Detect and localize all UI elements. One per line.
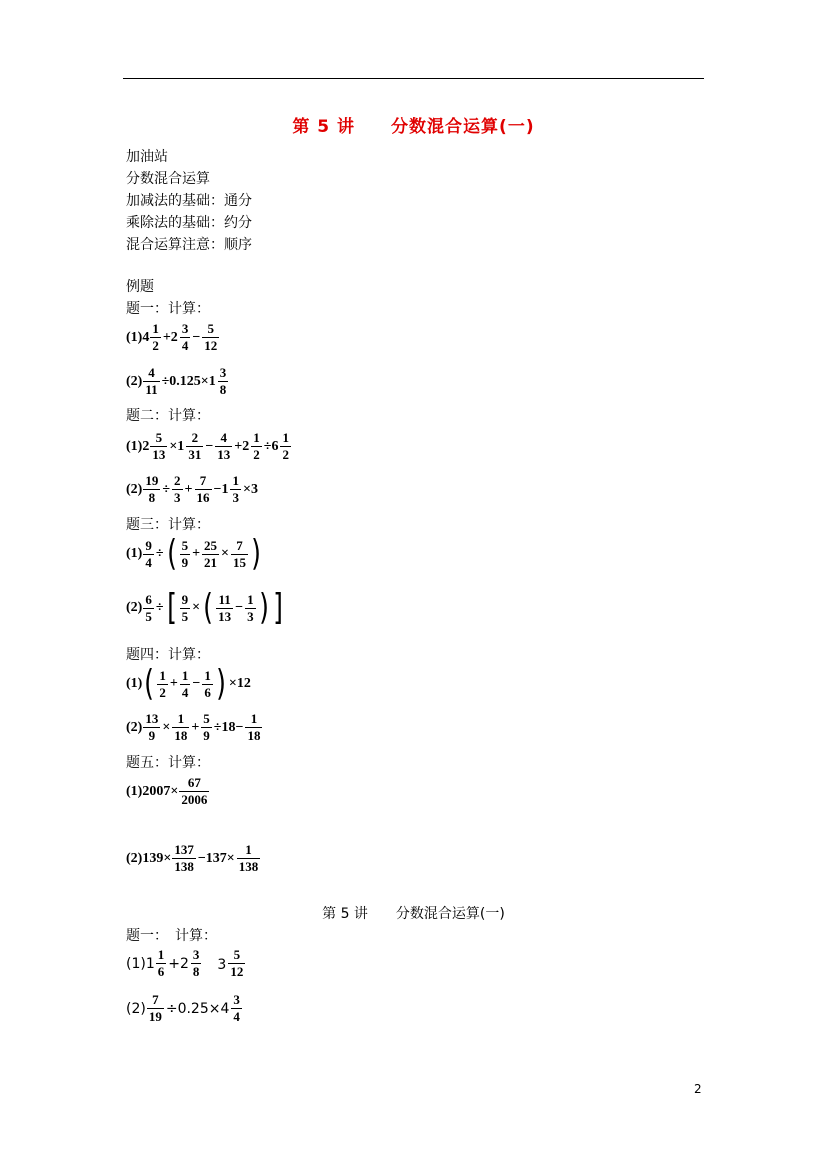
problem-label: (2)139× [126, 850, 172, 866]
operator: −137× [197, 850, 235, 866]
problem-1-1 [126, 322, 220, 353]
page-title: 第 5 讲 分数混合运算(一) [292, 117, 535, 137]
fraction: $\frac{25}{21}$ [204, 537, 218, 570]
operator: + [184, 481, 193, 497]
left-paren: ( [203, 587, 213, 628]
operator: + [192, 546, 201, 561]
left-bracket: [ [166, 587, 177, 628]
problem-label: (1)2 [126, 438, 150, 454]
fraction: $\frac{5}{13}$ [152, 430, 166, 462]
operator: ×1 [169, 438, 185, 454]
fraction: $\frac{9}{4}$ [145, 537, 152, 570]
operator: ÷ [155, 546, 164, 561]
fraction: $\frac{1}{3}$ [247, 591, 254, 624]
operator: × [162, 719, 171, 735]
problem-label: (1)4 [126, 329, 150, 345]
fraction: $\frac{4}{11}$ [145, 365, 158, 397]
problem-1-2 [126, 366, 229, 397]
fraction: $\frac{13}{9}$ [145, 711, 159, 743]
problem-label: (2) [126, 600, 143, 615]
fraction: $\frac{7}{19}$ [148, 992, 162, 1024]
intro-line-4: 乘除法的基础：约分 [126, 215, 252, 231]
operator: ×12 [228, 676, 251, 691]
problem-2-2 [126, 474, 259, 505]
question-3-heading: 题三：计算： [126, 517, 210, 533]
examples-heading: 例题 [126, 279, 154, 295]
fraction: $\frac{1}{3}$ [232, 473, 239, 505]
fraction: $\frac{5}{9}$ [203, 711, 210, 743]
problem-label: (1) [126, 676, 143, 691]
problem-5-1 [126, 776, 210, 807]
left-paren: ( [144, 663, 155, 704]
fraction: $\frac{67}{2006}$ [181, 775, 208, 807]
header-rule [123, 78, 704, 79]
fraction: $\frac{4}{13}$ [217, 430, 231, 462]
operator: × [192, 600, 201, 615]
intro-line-3: 加减法的基础：通分 [126, 193, 252, 209]
operator: − [192, 329, 201, 345]
fraction: $\frac{7}{16}$ [196, 473, 210, 505]
problem-label: (2) [126, 719, 143, 735]
problem-label: (1)1 [126, 955, 155, 972]
fraction: $\frac{19}{8}$ [145, 473, 159, 505]
fraction: $\frac{2}{3}$ [174, 473, 181, 505]
operator: ×3 [242, 481, 258, 497]
intro-line-2: 分数混合运算 [126, 171, 210, 187]
problem-label: (2) [126, 1000, 146, 1017]
operator: ÷ [155, 600, 164, 615]
fraction: $\frac{9}{5}$ [181, 591, 189, 624]
fraction: $\frac{3}{8}$ [219, 365, 227, 397]
fraction: $\frac{1}{18}$ [174, 711, 188, 743]
operator: ÷18− [213, 719, 244, 735]
problem-3-1 [126, 533, 263, 574]
question-1-heading: 题一：计算： [126, 301, 210, 317]
problem-4-2 [126, 712, 263, 743]
fraction: $\frac{1}{2}$ [282, 430, 289, 462]
operator: ÷0.125×1 [161, 373, 216, 389]
fraction: $\frac{1}{138}$ [238, 842, 259, 874]
operator: ÷6 [263, 438, 279, 454]
problem-label: (1) [126, 546, 143, 561]
operator: ÷ [162, 481, 171, 497]
fraction: $\frac{1}{2}$ [152, 321, 159, 353]
problem-5-2 [126, 843, 261, 874]
question-4-heading: 题四：计算： [126, 647, 210, 663]
fraction: $\frac{1}{2}$ [253, 430, 260, 462]
page-number: 2 [694, 1082, 702, 1096]
operator: + [169, 676, 178, 691]
right-paren: ) [215, 663, 226, 704]
fraction: $\frac{1}{18}$ [247, 711, 261, 743]
intro-line-1: 加油站 [126, 149, 168, 165]
fraction: $\frac{7}{15}$ [233, 537, 247, 570]
fraction: $\frac{5}{12}$ [204, 321, 218, 353]
fraction: $\frac{3}{4}$ [233, 992, 240, 1024]
question-2-heading: 题二：计算： [126, 408, 210, 424]
fraction: $\frac{1}{6}$ [204, 667, 211, 700]
right-paren: ) [258, 587, 269, 628]
operator: +2 [234, 438, 250, 454]
problem-3-2 [126, 587, 285, 628]
fraction: $\frac{1}{6}$ [157, 947, 165, 979]
fraction: $\frac{1}{2}$ [159, 667, 166, 700]
fraction: $\frac{3}{8}$ [192, 947, 200, 979]
problem-label: (2) [126, 481, 143, 497]
answers-question-1-heading: 题一： 计算： [126, 928, 217, 944]
problem-label: (2) [126, 373, 143, 389]
fraction: $\frac{1}{4}$ [181, 667, 189, 700]
fraction: $\frac{2}{31}$ [188, 430, 202, 462]
question-5-heading: 题五：计算： [126, 755, 210, 771]
operator: × [221, 546, 230, 561]
operator: − [235, 600, 244, 615]
right-bracket: ] [272, 587, 283, 628]
problem-4-1 [126, 663, 252, 704]
operator: + [191, 719, 200, 735]
operator: − [205, 438, 214, 454]
answer-1-2 [126, 993, 243, 1024]
fraction: $\frac{5}{9}$ [181, 537, 189, 570]
fraction: $\frac{5}{12}$ [230, 947, 244, 979]
problem-label: (1)2007× [126, 783, 179, 799]
operator: +2 [168, 955, 189, 972]
problem-2-1 [126, 431, 292, 462]
operator: −1 [213, 481, 229, 497]
fraction: $\frac{137}{138}$ [174, 842, 194, 874]
fraction: $\frac{11}{13}$ [218, 591, 232, 624]
operator: ÷0.25×4 [165, 1000, 230, 1017]
operator: 3 [203, 956, 227, 973]
intro-line-5: 混合运算注意：顺序 [126, 237, 252, 253]
answer-1-1 [126, 948, 246, 979]
operator: − [192, 676, 201, 691]
answers-title: 第 5 讲 分数混合运算(一) [322, 906, 505, 922]
fraction: $\frac{6}{5}$ [145, 591, 152, 624]
left-paren: ( [166, 533, 177, 574]
right-paren: ) [251, 533, 261, 574]
fraction: $\frac{3}{4}$ [181, 321, 189, 353]
operator: +2 [162, 329, 178, 345]
